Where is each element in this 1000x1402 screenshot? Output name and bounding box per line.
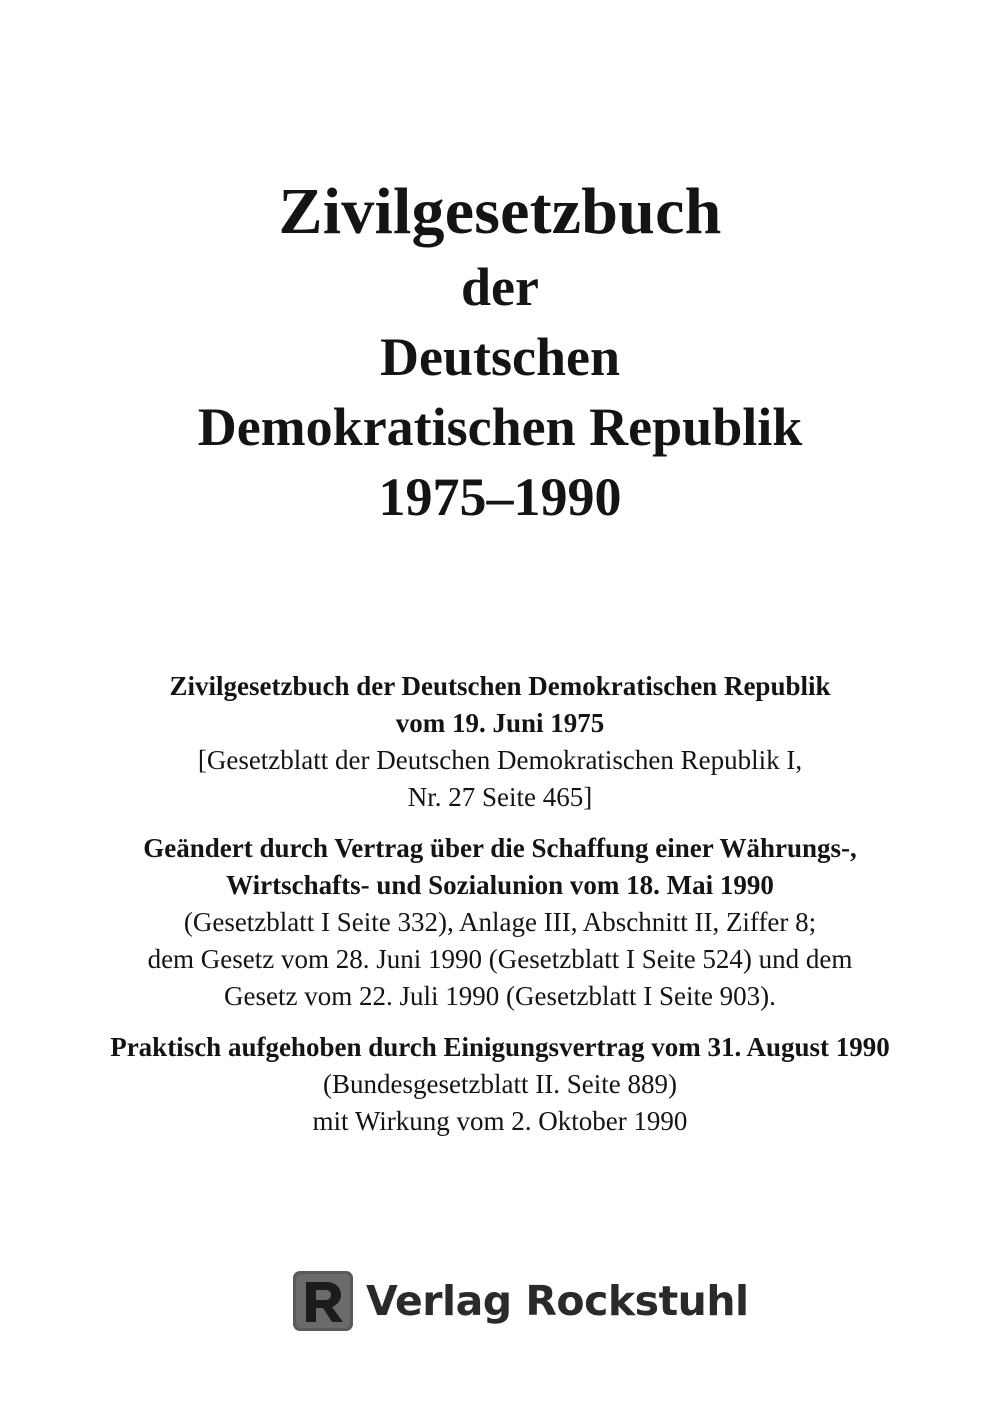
section-repeal xyxy=(0,1029,1000,1140)
title-line-2: der xyxy=(461,257,539,317)
title-line-1: Zivilgesetzbuch xyxy=(278,175,722,248)
section-line: Wirtschafts- und Sozialunion vom 18. Mai 1990 xyxy=(226,870,774,900)
section-line: Nr. 27 Seite 465] xyxy=(407,782,593,812)
title-line-4: Demokratischen Republik xyxy=(197,397,803,457)
section-amendments xyxy=(0,830,1000,1015)
section-line: (Bundesgesetzblatt II. Seite 889) xyxy=(323,1069,677,1099)
section-line: [Gesetzblatt der Deutschen Demokratischen Republik I, xyxy=(197,745,803,775)
legal-notes xyxy=(0,668,1000,1140)
section-line: Gesetz vom 22. Juli 1990 (Gesetzblatt I Seite 903). xyxy=(224,981,776,1011)
section-line: mit Wirkung vom 2. Oktober 1990 xyxy=(312,1106,688,1136)
book-title xyxy=(0,172,1000,532)
section-line: Geändert durch Vertrag über die Schaffung einer Währungs-, xyxy=(143,833,857,863)
title-line-5: 1975–1990 xyxy=(378,467,622,527)
section-line: (Gesetzblatt I Seite 332), Anlage III, Abschnitt II, Ziffer 8; xyxy=(183,907,817,937)
title-line-3: Deutschen xyxy=(380,327,620,387)
section-line: Praktisch aufgehoben durch Einigungsvertrag vom 31. August 1990 xyxy=(110,1032,890,1062)
section-enactment xyxy=(0,668,1000,816)
publisher-r-logo-icon xyxy=(292,1270,354,1332)
publisher-imprint xyxy=(292,1268,749,1334)
section-line: dem Gesetz vom 28. Juni 1990 (Gesetzblatt I Seite 524) und dem xyxy=(147,944,853,974)
section-line: vom 19. Juni 1975 xyxy=(395,708,605,738)
publisher-name: Verlag Rockstuhl xyxy=(366,1277,749,1325)
section-line: Zivilgesetzbuch der Deutschen Demokratischen Republik xyxy=(169,671,831,701)
